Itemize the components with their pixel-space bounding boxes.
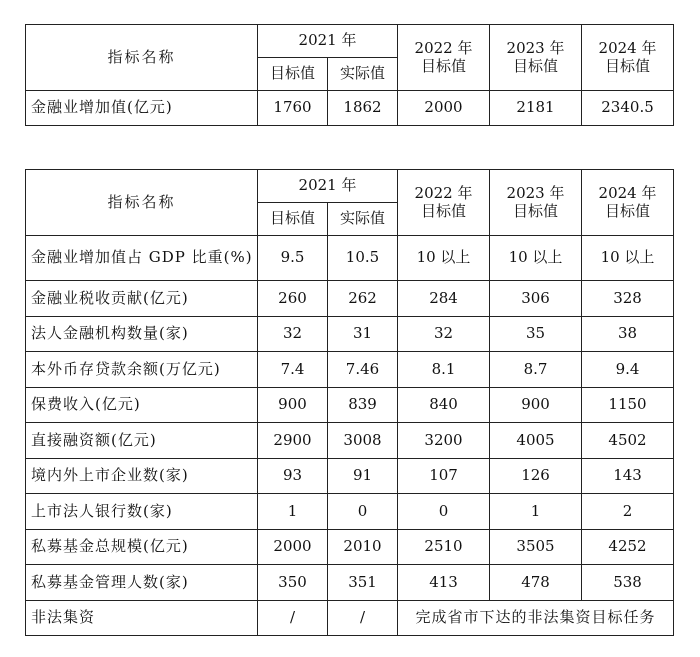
header-2021-actual: 实际值 bbox=[328, 203, 398, 236]
cell-2022-target: 2000 bbox=[398, 91, 490, 126]
row-label: 直接融资额(亿元) bbox=[26, 423, 258, 459]
table-row bbox=[26, 529, 674, 565]
cell-2023-target: 1 bbox=[490, 494, 582, 530]
gdp-value-table bbox=[25, 24, 674, 126]
cell-2023-target: 478 bbox=[490, 565, 582, 601]
cell-2024-target: 538 bbox=[582, 565, 674, 601]
cell-2021-actual: 3008 bbox=[328, 423, 398, 459]
table-row bbox=[26, 316, 674, 352]
cell-2021-actual: 2010 bbox=[328, 529, 398, 565]
cell-2021-target: 7.4 bbox=[258, 352, 328, 388]
cell-2024-target: 4252 bbox=[582, 529, 674, 565]
cell-2024-target: 38 bbox=[582, 316, 674, 352]
header-indicator-name: 指标名称 bbox=[26, 25, 258, 91]
cell-2022-target: 10 以上 bbox=[398, 236, 490, 281]
cell-2022-target: 284 bbox=[398, 281, 490, 317]
header-year-2021: 2021 年 bbox=[258, 25, 398, 58]
cell-2021-actual: 262 bbox=[328, 281, 398, 317]
cell-2021-actual: 351 bbox=[328, 565, 398, 601]
cell-2022-target: 8.1 bbox=[398, 352, 490, 388]
table-row-illegal-fundraising bbox=[26, 600, 674, 636]
cell-2022-target: 0 bbox=[398, 494, 490, 530]
table-row bbox=[26, 236, 674, 281]
cell-2021-target: 32 bbox=[258, 316, 328, 352]
header-indicator-name: 指标名称 bbox=[26, 170, 258, 236]
cell-2021-actual: / bbox=[328, 600, 398, 636]
cell-2022-target: 413 bbox=[398, 565, 490, 601]
cell-2022-target: 32 bbox=[398, 316, 490, 352]
cell-2024-target: 2 bbox=[582, 494, 674, 530]
cell-2023-target: 4005 bbox=[490, 423, 582, 459]
cell-2021-target: 1 bbox=[258, 494, 328, 530]
cell-2022-2024-merged: 完成省市下达的非法集资目标任务 bbox=[398, 600, 674, 636]
cell-2021-target: 260 bbox=[258, 281, 328, 317]
row-label: 非法集资 bbox=[26, 600, 258, 636]
cell-2023-target: 8.7 bbox=[490, 352, 582, 388]
header-year-2023: 2023 年 目标值 bbox=[490, 25, 582, 91]
header-2021-target: 目标值 bbox=[258, 203, 328, 236]
table-row bbox=[26, 281, 674, 317]
cell-2024-target: 328 bbox=[582, 281, 674, 317]
row-label: 金融业增加值(亿元) bbox=[26, 91, 258, 126]
table-row bbox=[26, 494, 674, 530]
cell-2021-actual: 1862 bbox=[328, 91, 398, 126]
cell-2021-target: 93 bbox=[258, 458, 328, 494]
cell-2021-actual: 7.46 bbox=[328, 352, 398, 388]
header-2021-target: 目标值 bbox=[258, 58, 328, 91]
header-year-2021: 2021 年 bbox=[258, 170, 398, 203]
financial-indicators-table bbox=[25, 169, 674, 636]
header-year-2023: 2023 年 目标值 bbox=[490, 170, 582, 236]
cell-2021-actual: 91 bbox=[328, 458, 398, 494]
cell-2021-target: 900 bbox=[258, 387, 328, 423]
cell-2021-actual: 839 bbox=[328, 387, 398, 423]
header-year-2024: 2024 年 目标值 bbox=[582, 170, 674, 236]
table-row bbox=[26, 565, 674, 601]
header-year-2022: 2022 年 目标值 bbox=[398, 170, 490, 236]
row-label: 境内外上市企业数(家) bbox=[26, 458, 258, 494]
table-row bbox=[26, 423, 674, 459]
row-label: 私募基金总规模(亿元) bbox=[26, 529, 258, 565]
cell-2021-target: 9.5 bbox=[258, 236, 328, 281]
cell-2021-actual: 31 bbox=[328, 316, 398, 352]
table-row bbox=[26, 387, 674, 423]
cell-2023-target: 35 bbox=[490, 316, 582, 352]
cell-2021-target: / bbox=[258, 600, 328, 636]
cell-2022-target: 2510 bbox=[398, 529, 490, 565]
cell-2021-actual: 0 bbox=[328, 494, 398, 530]
cell-2022-target: 3200 bbox=[398, 423, 490, 459]
cell-2021-actual: 10.5 bbox=[328, 236, 398, 281]
cell-2023-target: 3505 bbox=[490, 529, 582, 565]
cell-2022-target: 107 bbox=[398, 458, 490, 494]
row-label: 私募基金管理人数(家) bbox=[26, 565, 258, 601]
row-label: 上市法人银行数(家) bbox=[26, 494, 258, 530]
cell-2024-target: 4502 bbox=[582, 423, 674, 459]
row-label: 金融业增加值占 GDP 比重(%) bbox=[26, 236, 258, 281]
cell-2024-target: 9.4 bbox=[582, 352, 674, 388]
table-row bbox=[26, 91, 674, 126]
cell-2022-target: 840 bbox=[398, 387, 490, 423]
row-label: 本外币存贷款余额(万亿元) bbox=[26, 352, 258, 388]
row-label: 保费收入(亿元) bbox=[26, 387, 258, 423]
table-row bbox=[26, 352, 674, 388]
cell-2024-target: 2340.5 bbox=[582, 91, 674, 126]
header-year-2024: 2024 年 目标值 bbox=[582, 25, 674, 91]
cell-2024-target: 10 以上 bbox=[582, 236, 674, 281]
cell-2023-target: 306 bbox=[490, 281, 582, 317]
cell-2021-target: 1760 bbox=[258, 91, 328, 126]
cell-2023-target: 10 以上 bbox=[490, 236, 582, 281]
table-row bbox=[26, 458, 674, 494]
cell-2021-target: 350 bbox=[258, 565, 328, 601]
row-label: 金融业税收贡献(亿元) bbox=[26, 281, 258, 317]
cell-2024-target: 143 bbox=[582, 458, 674, 494]
cell-2023-target: 2181 bbox=[490, 91, 582, 126]
cell-2023-target: 900 bbox=[490, 387, 582, 423]
cell-2024-target: 1150 bbox=[582, 387, 674, 423]
header-year-2022: 2022 年 目标值 bbox=[398, 25, 490, 91]
header-2021-actual: 实际值 bbox=[328, 58, 398, 91]
cell-2021-target: 2900 bbox=[258, 423, 328, 459]
row-label: 法人金融机构数量(家) bbox=[26, 316, 258, 352]
cell-2021-target: 2000 bbox=[258, 529, 328, 565]
cell-2023-target: 126 bbox=[490, 458, 582, 494]
